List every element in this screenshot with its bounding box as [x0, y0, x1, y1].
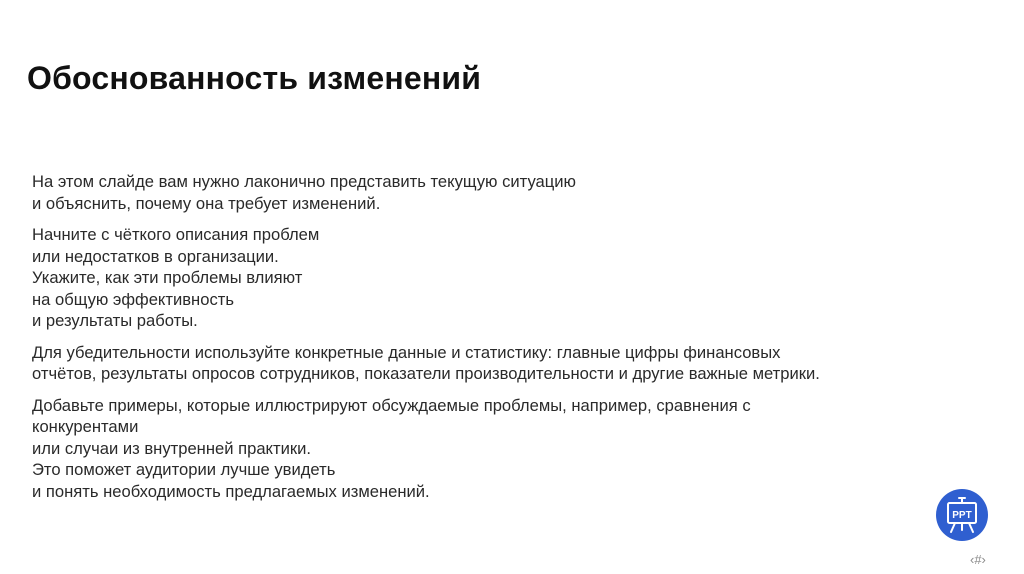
- text-line: и понять необходимость предлагаемых изменений.: [32, 481, 430, 501]
- text-line: на общую эффективность: [32, 289, 234, 309]
- slide-title: Обоснованность изменений: [27, 60, 482, 96]
- text-line: отчётов, результаты опросов сотрудников, показатели производительности и другие важные метрики.: [32, 364, 820, 383]
- text-line: На этом слайде вам нужно лаконично представить текущую ситуацию: [32, 172, 577, 191]
- badge-label: PPT: [952, 510, 972, 521]
- slide-body: [32, 171, 972, 512]
- paragraph-statistics: [32, 342, 972, 385]
- ppt-badge-button[interactable]: [936, 489, 988, 541]
- text-line: Начните с чёткого описания проблем: [32, 225, 320, 244]
- text-line: или случаи из внутренней практики.: [32, 438, 312, 458]
- text-line: и результаты работы.: [32, 311, 198, 330]
- page-number: ‹#›: [970, 552, 986, 567]
- text-line: и объяснить, почему она требует изменений.: [32, 193, 381, 213]
- text-line: Добавьте примеры, которые иллюстрируют обсуждаемые проблемы, например, сравнения с: [32, 395, 751, 415]
- paragraph-problems: [32, 224, 972, 332]
- ppt-presentation-icon: [942, 495, 982, 535]
- text-line: Это поможет аудитории лучше увидеть: [32, 460, 336, 479]
- paragraph-examples: [32, 395, 972, 503]
- text-line: или недостатков в организации.: [32, 246, 279, 266]
- text-line: Для убедительности используйте конкретные данные и статистику: главные цифры финансовых: [32, 342, 781, 362]
- text-line: конкурентами: [32, 417, 139, 436]
- text-line: Укажите, как эти проблемы влияют: [32, 268, 303, 287]
- paragraph-intro: [32, 171, 972, 214]
